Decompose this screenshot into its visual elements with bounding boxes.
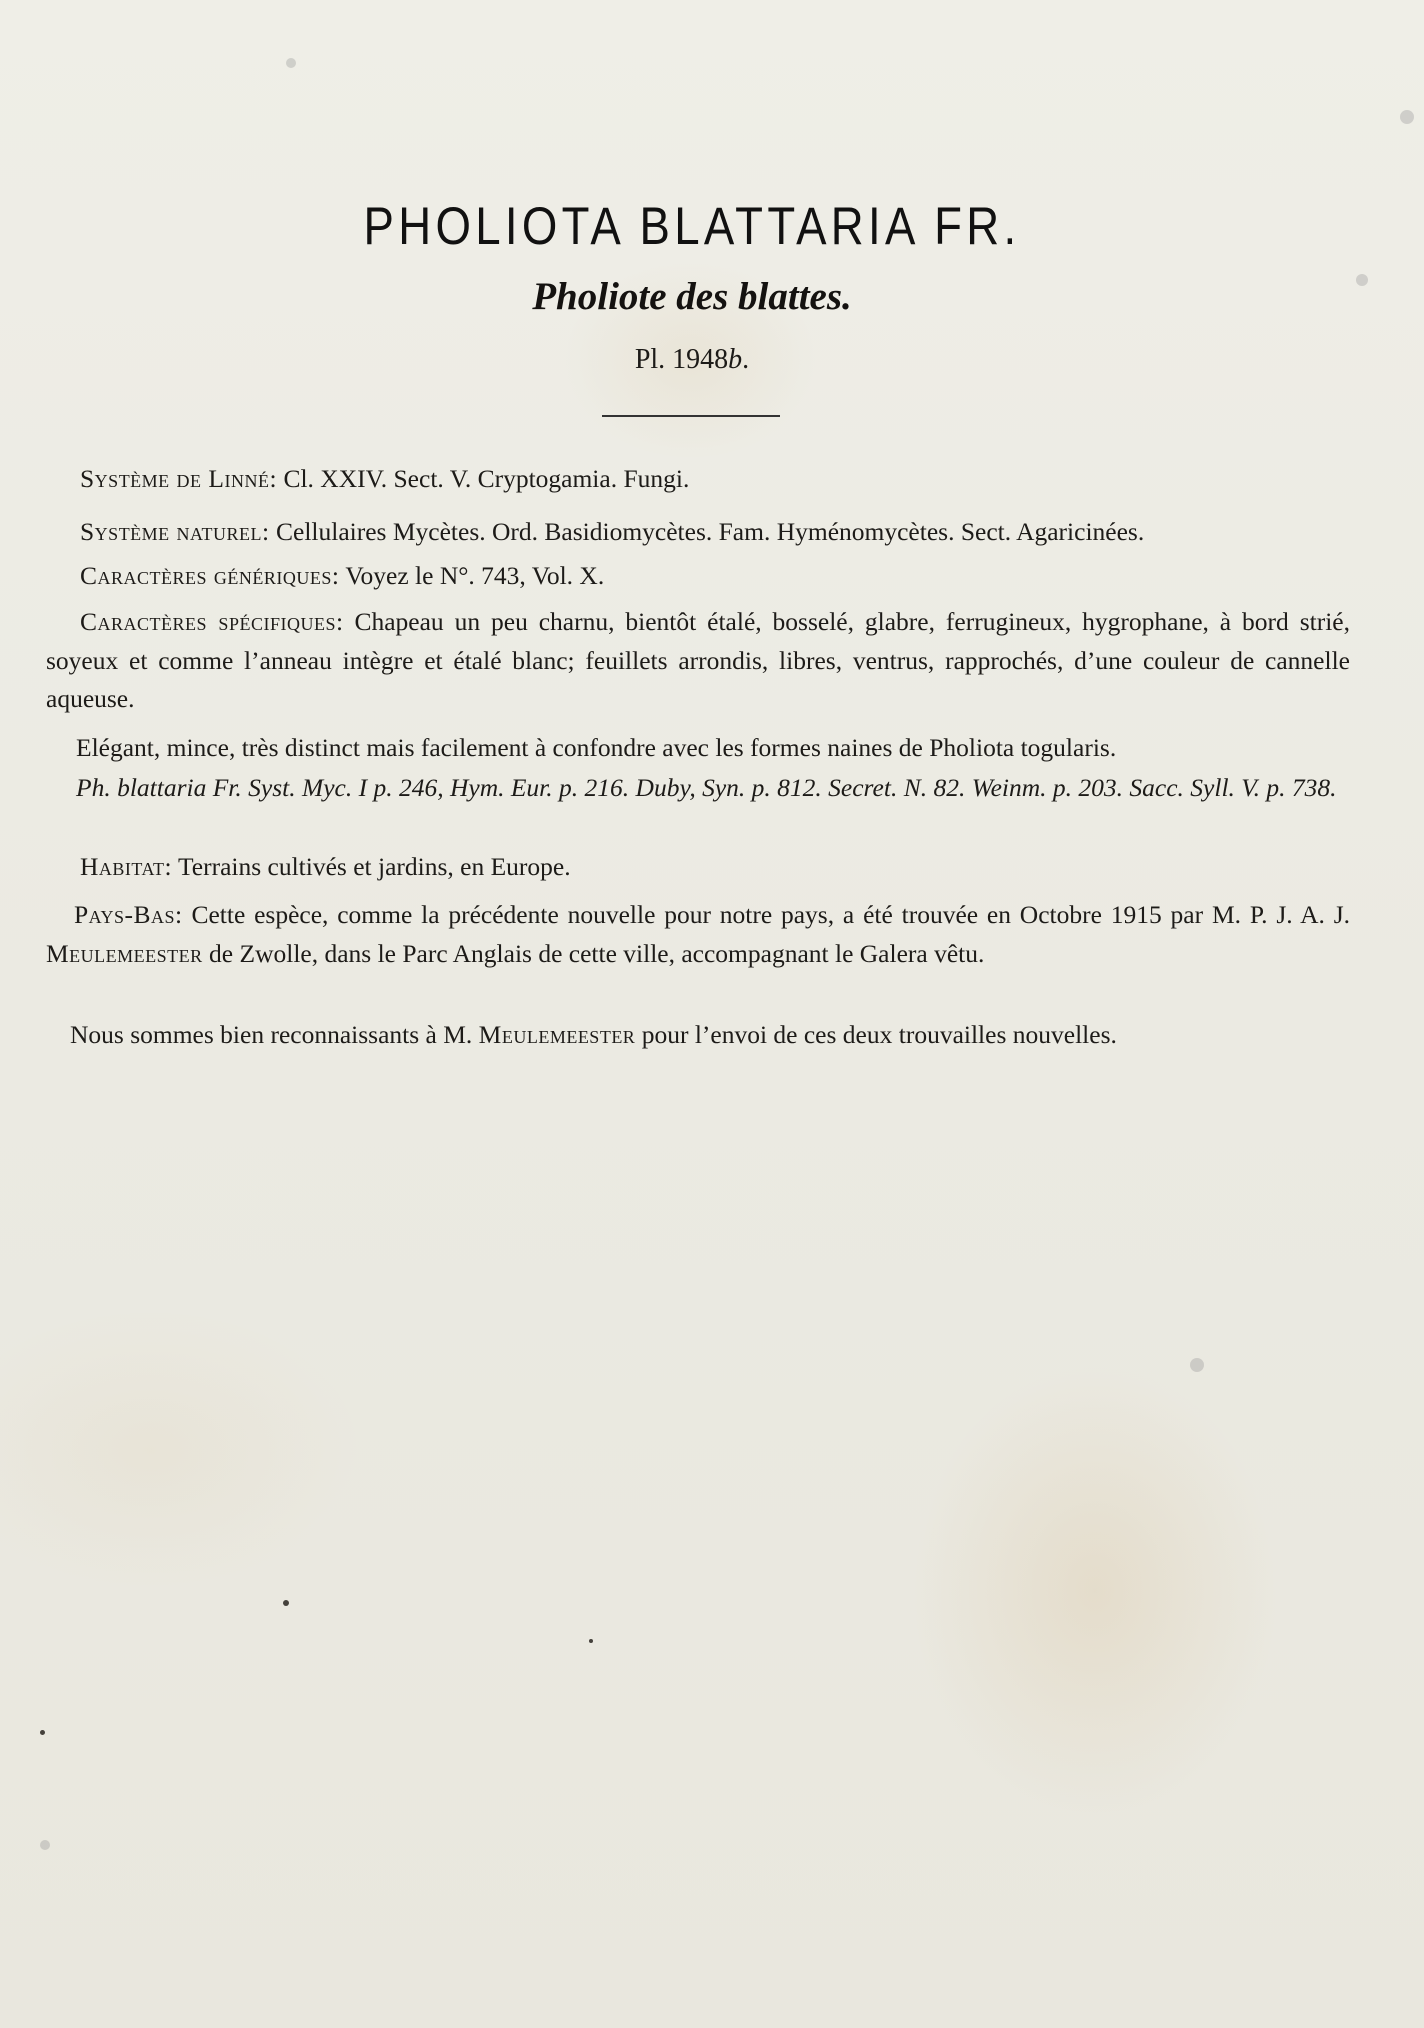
paragraph-text: Cl. XXIV. Sect. V. Cryptogamia. Fungi. (277, 464, 690, 493)
paragraph-text: Cellulaires Mycètes. Ord. Basidiomycètes. Fam. Hyménomycètes. Sect. Agaricinées. (269, 517, 1145, 546)
paragraph-elegant (46, 729, 1350, 768)
paragraph-text: Ph. blattaria Fr. Syst. Myc. I p. 246, Hym. Eur. p. 216. Duby, Syn. p. 812. Secret. N. 82. Weinm. p. 203. Sacc. Syll. V. p. 738. (76, 773, 1337, 802)
paragraph-naturel (46, 513, 1350, 552)
paragraph-linne (46, 460, 1350, 499)
paragraph-text: de Zwolle, dans le Parc Anglais de cette ville, accompagnant le Galera vêtu. (202, 938, 985, 968)
paragraph-references (46, 769, 1350, 808)
paper-speck (286, 58, 296, 68)
paragraph-text: Elégant, mince, très distinct mais facilement à confondre avec les formes naines de Pholiota togularis. (76, 733, 1117, 762)
paragraph-label: Système de Linné: (80, 464, 278, 493)
paragraph-generiques (46, 557, 1350, 596)
paragraph-text: Cette espèce, comme la précédente nouvelle pour notre pays, a été trouvée en Octobre 1915 par M. P. J. A. J. (182, 900, 1350, 929)
paragraph-label: Caractères génériques: (80, 561, 340, 590)
paragraph-label: Caractères spécifiques: (80, 607, 344, 636)
person-name: Meulemeester (46, 938, 203, 968)
paper-speck (283, 1600, 289, 1606)
paragraph-text: Chapeau un peu charnu, bientôt étalé, bosselé, glabre, ferrugineux, hygrophane, à bord strié, soyeux et comme l’anneau intègre et étalé blanc; feuillets arrondis, libres, ventrus, rapprochés, d’une couleur de cannelle aqueuse. (46, 607, 1350, 713)
paper-speck (589, 1639, 593, 1643)
plate-number (0, 344, 1384, 376)
person-name: Meulemeester (478, 1020, 636, 1049)
title-divider (602, 415, 780, 417)
paragraph-text: Nous sommes bien reconnaissants à M. (70, 1020, 479, 1049)
plate-prefix: Pl. 1948 (634, 344, 729, 375)
plate-suffix: b (728, 344, 743, 375)
paragraph-label: Système naturel: (80, 517, 270, 546)
paper-speck (1190, 1358, 1204, 1372)
paragraph-text: Terrains cultivés et jardins, en Europe. (172, 852, 571, 881)
paragraph-thanks (46, 1016, 1350, 1055)
paragraph-label: Pays-Bas: (74, 900, 183, 929)
paper-speck (1400, 110, 1414, 124)
paragraph-paysbas (46, 896, 1350, 973)
paper-speck (40, 1730, 45, 1735)
plate-end: . (742, 344, 750, 375)
page-title: PHOLIOTA BLATTARIA FR. (363, 197, 1021, 256)
paragraph-text: Voyez le N°. 743, Vol. X. (339, 561, 605, 590)
paper-speck (40, 1840, 50, 1850)
paragraph-habitat (46, 848, 1350, 887)
paragraph-specifiques (46, 603, 1350, 719)
paragraph-text: pour l’envoi de ces deux trouvailles nouvelles. (635, 1020, 1117, 1049)
page-subtitle: Pholiote des blattes. (532, 275, 852, 318)
paragraph-label: Habitat: (80, 852, 173, 881)
